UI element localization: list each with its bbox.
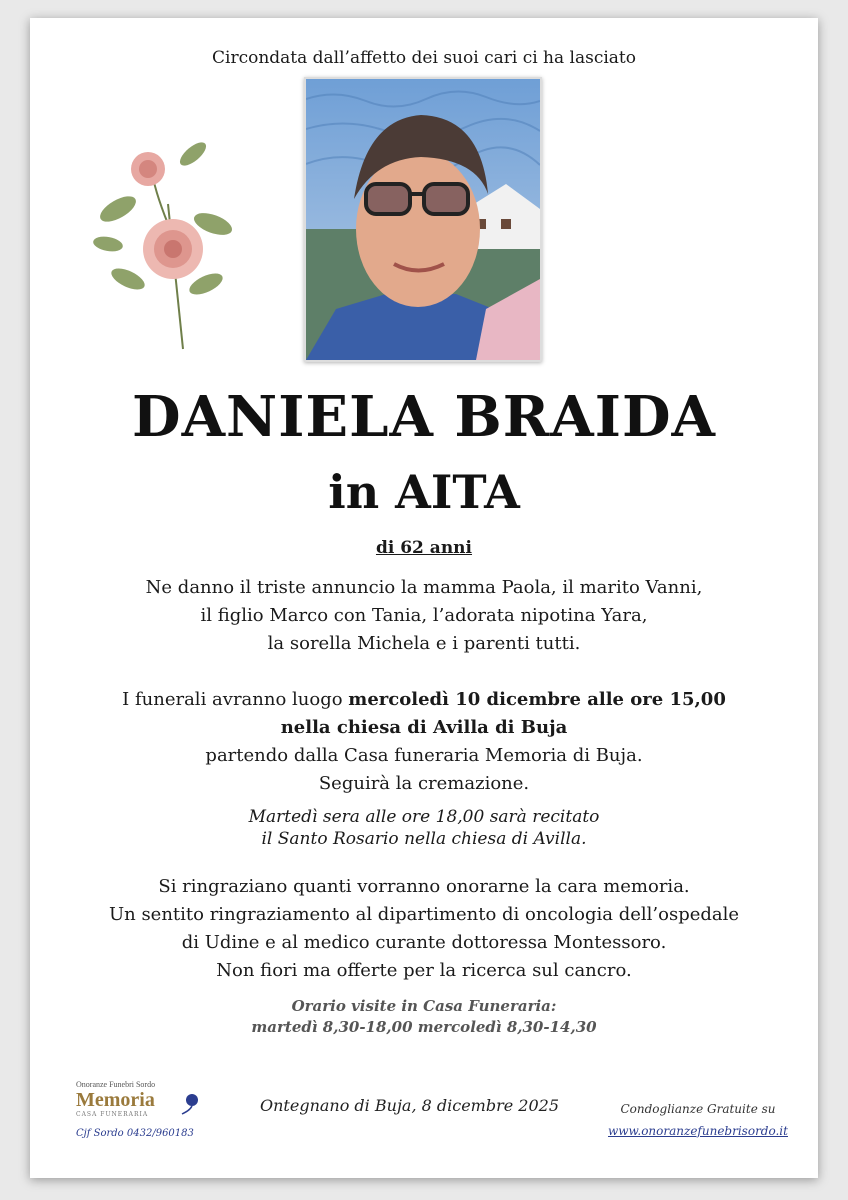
flower-icon bbox=[180, 1092, 202, 1116]
logo-brand: Memoria bbox=[76, 1089, 155, 1111]
rosary-block bbox=[30, 806, 818, 850]
visits-title: Orario visite in Casa Funeraria: bbox=[291, 997, 557, 1015]
thanks-line: Un sentito ringraziamento al dipartimento di oncologia dell’ospedale bbox=[108, 904, 740, 925]
thanks-line: Non fiori ma offerte per la ricerca sul cancro. bbox=[216, 960, 632, 981]
visits-hours: martedì 8,30-18,00 mercoledì 8,30-14,30 bbox=[251, 1018, 597, 1036]
memoria-logo: Onoranze Funebri Sordo Memoria CASA FUNERARIA Cjf Sordo 0432/960183 bbox=[76, 1080, 216, 1150]
portrait-photo bbox=[304, 77, 542, 362]
married-name: in AITA bbox=[328, 465, 520, 519]
condolences-block bbox=[608, 1098, 788, 1142]
condolences-link[interactable]: www.onoranzefunebrisordo.it bbox=[608, 1124, 788, 1138]
announcement-block bbox=[30, 574, 818, 658]
announcement-line: Ne danno il triste annuncio la mamma Paola, il marito Vanni, bbox=[145, 577, 703, 598]
funeral-cremation: Seguirà la cremazione. bbox=[318, 773, 530, 794]
funeral-date: mercoledì 10 dicembre alle ore 15,00 bbox=[348, 689, 726, 710]
thanks-line: Si ringraziano quanti vorranno onorarne la cara memoria. bbox=[158, 876, 690, 897]
announcement-line: la sorella Michela e i parenti tutti. bbox=[267, 633, 581, 654]
visits-block bbox=[30, 996, 818, 1038]
thanks-line: di Udine e al medico curante dottoressa Montessoro. bbox=[181, 932, 667, 953]
funeral-departure: partendo dalla Casa funeraria Memoria di Buja. bbox=[205, 745, 643, 766]
rose-icon bbox=[88, 114, 238, 354]
intro-text: Circondata dall’affetto dei suoi cari ci ha lasciato bbox=[212, 48, 636, 68]
funeral-block bbox=[30, 686, 818, 798]
thanks-block bbox=[30, 873, 818, 985]
announcement-line: il figlio Marco con Tania, l’adorata nipotina Yara, bbox=[200, 605, 648, 626]
deceased-name: DANIELA BRAIDA bbox=[132, 384, 716, 450]
condolences-label: Condoglianze Gratuite su bbox=[620, 1102, 776, 1116]
obituary-sheet bbox=[30, 18, 818, 1178]
logo-phone: Cjf Sordo 0432/960183 bbox=[76, 1128, 194, 1139]
funeral-line: I funerali avranno luogo mercoledì 10 dicembre alle ore 15,00 bbox=[122, 689, 726, 710]
funeral-church: nella chiesa di Avilla di Buja bbox=[280, 717, 568, 738]
place-date: Ontegnano di Buja, 8 dicembre 2025 bbox=[260, 1096, 559, 1115]
age-text: di 62 anni bbox=[375, 538, 473, 558]
rosary-line: Martedì sera alle ore 18,00 sarà recitato bbox=[248, 807, 600, 827]
rosary-line: il Santo Rosario nella chiesa di Avilla. bbox=[261, 829, 587, 849]
